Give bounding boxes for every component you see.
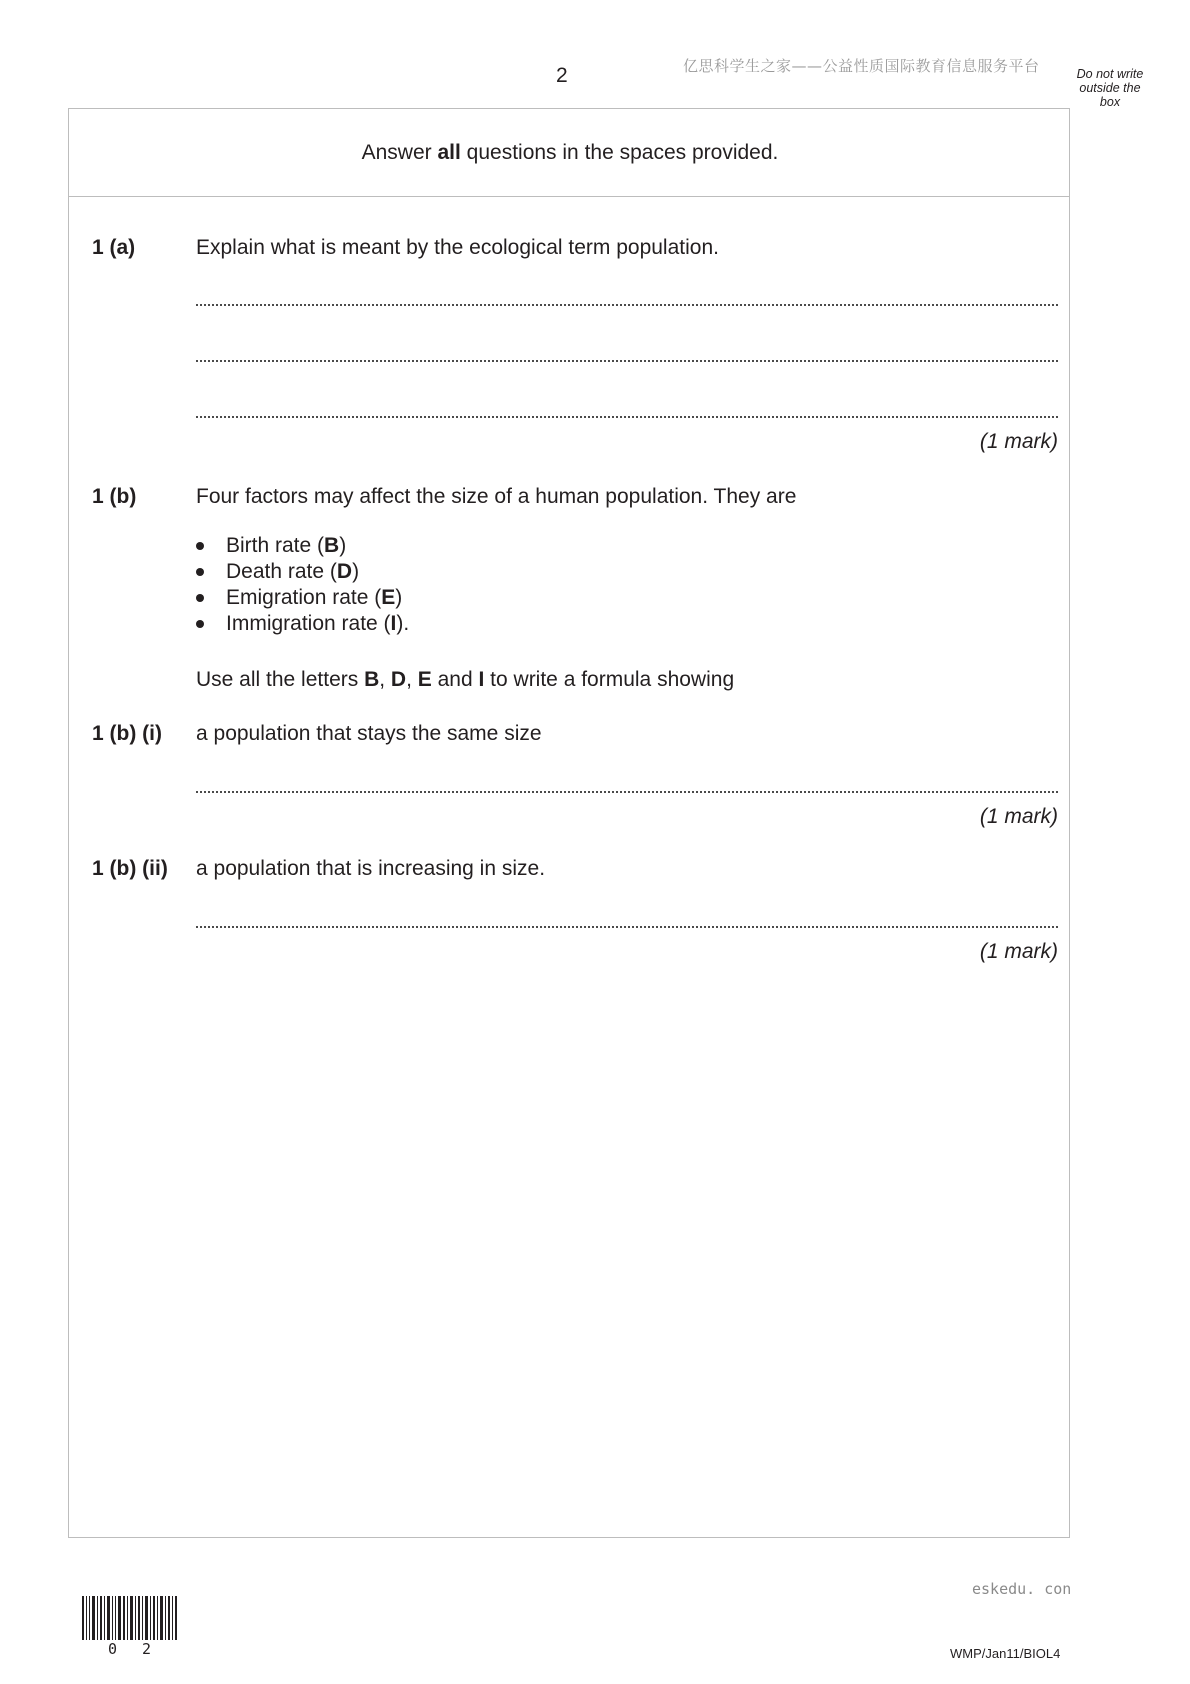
list-item: Immigration rate (I).	[196, 611, 409, 637]
question-number-1a: 1 (a)	[92, 236, 136, 259]
formula-prompt: Use all the letters B, D, E and I to write a formula showing	[196, 668, 735, 691]
mark-allocation-1bii: (1 mark)	[979, 940, 1058, 963]
mark-allocation-1bi: (1 mark)	[979, 805, 1058, 828]
answer-frame	[68, 108, 1070, 1538]
footer-watermark: eskedu. con	[972, 1580, 1072, 1598]
instruction-text	[0, 141, 1140, 165]
answer-line-1a-1[interactable]	[196, 304, 1058, 306]
mark-allocation-1a: (1 mark)	[979, 430, 1058, 453]
factor-list	[196, 533, 409, 637]
question-number-1bi: 1 (b) (i)	[92, 722, 162, 745]
bullet-icon	[196, 620, 204, 628]
answer-line-1bii[interactable]	[196, 926, 1058, 928]
list-item: Death rate (D)	[196, 559, 409, 585]
answer-line-1bi[interactable]	[196, 791, 1058, 793]
bullet-icon	[196, 542, 204, 550]
question-text-1bi: a population that stays the same size	[196, 722, 542, 745]
bullet-icon	[196, 568, 204, 576]
instruction-before: Answer	[361, 141, 438, 164]
margin-note: Do not write outside the box	[1076, 67, 1144, 109]
question-number-1b: 1 (b)	[92, 485, 137, 508]
instruction-after: questions in the spaces provided.	[460, 141, 779, 164]
barcode-digits: 0 2	[108, 1640, 160, 1658]
list-item: Emigration rate (E)	[196, 585, 409, 611]
bullet-icon	[196, 594, 204, 602]
question-number-1bii: 1 (b) (ii)	[92, 857, 168, 880]
question-text-1bii: a population that is increasing in size.	[196, 857, 546, 880]
paper-reference: WMP/Jan11/BIOL4	[950, 1646, 1061, 1661]
page-number: 2	[556, 64, 568, 87]
instruction-emphasis: all	[437, 141, 461, 164]
question-text-1b: Four factors may affect the size of a human population. They are	[196, 485, 797, 508]
question-text-1a: Explain what is meant by the ecological term population.	[196, 236, 719, 259]
list-item: Birth rate (B)	[196, 533, 409, 559]
answer-line-1a-3[interactable]	[196, 416, 1058, 418]
barcode-icon	[82, 1596, 177, 1640]
answer-line-1a-2[interactable]	[196, 360, 1058, 362]
header-watermark: 亿思科学生之家——公益性质国际教育信息服务平台	[683, 57, 1040, 75]
